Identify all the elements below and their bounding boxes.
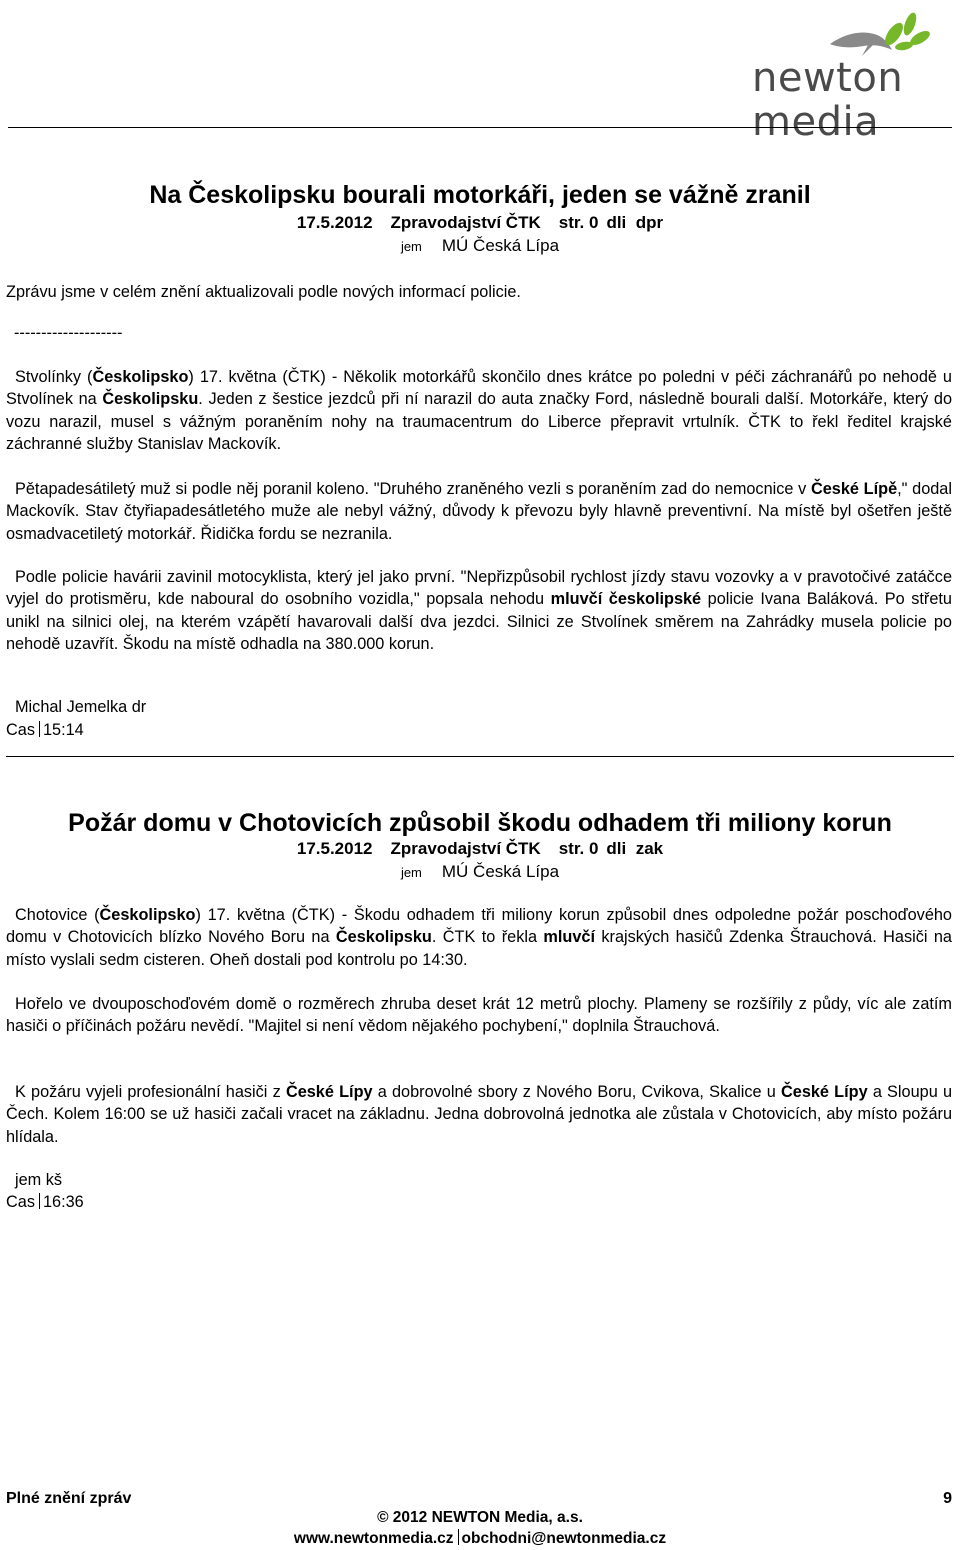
article-1-note: Zprávu jsme v celém znění aktualizovali podle nových informací policie. <box>6 283 521 301</box>
text-run: Pětapadesátiletý muž si podle něj poranil koleno. "Druhého zraněného vezli s poraněním zad do nemocnice v <box>15 480 811 498</box>
text-run: Podle policie havárii zavinil motocyklista, který jel jako první. "Nepřizpůsobil rychlost jízdy stavu vozovky a v pravotočivé zatáčce vyjel do protisměru, kde naboural do osobního vozidla," popsala nehodu <box>6 568 952 609</box>
article-1-time <box>6 719 84 741</box>
highlighted-term: Českolipsku <box>102 390 199 409</box>
article-2-region-label: jem <box>400 865 422 880</box>
highlighted-term: mluvčí českolipské <box>550 590 702 609</box>
separator-bar <box>458 1529 459 1545</box>
article-1-time-value: 15:14 <box>42 721 84 739</box>
article-1-separator: -------------------- <box>14 324 123 342</box>
text-run: Chotovice ( <box>15 906 100 924</box>
highlighted-term: České Lípě <box>810 480 898 498</box>
text-run: ) 17. května (ČTK) - Škodu odhadem tři miliony korun způsobil dnes odpoledne požár poschoďového domu v Chotovicích blízko Nového Boru na <box>6 906 952 947</box>
highlighted-term: Českolipsko <box>99 906 196 924</box>
newton-media-logo <box>752 4 952 145</box>
highlighted-term: mluvčí <box>543 928 596 947</box>
footer-contacts <box>0 1528 960 1550</box>
text-run: . Jeden z šestice jezdců při ní narazil do auta značky Ford, následně bourali další. Motorkáře, který do vozu narazil, musel s vážným poraněním nohy na traumacentrum do Liberce přepravit vrtulník. ČTK to řekl ředitel krajské záchranné služby Stanislav Mackovík. <box>6 390 952 453</box>
text-run: policie Ivana Baláková. Po střetu unikl na silnici olej, na kterém vzápětí havarovali další dva jezdci. Silnici ze Stvolínek směrem na Zahrádky musela policie po nehodě uzavřít. Škodu na místě odhadla na 380.000 korun. <box>6 590 952 653</box>
hummingbird-leaves-icon <box>822 4 932 62</box>
article-1-author: Michal Jemelka dr <box>15 698 147 716</box>
article-2-section: dli zak <box>606 839 664 858</box>
text-run: K požáru vyjeli profesionální hasiči z <box>15 1083 286 1101</box>
text-run: krajských hasičů Zdenka Štrauchová. Hasiči na místo vyslali sedm cisteren. Oheň dostali pod kontrolu po 14:30. <box>6 928 952 969</box>
footer-label: Plné znění zpráv <box>6 1490 132 1507</box>
article-1-meta <box>0 212 960 234</box>
text-run: ) 17. května (ČTK) - Několik motorkářů skončilo dnes krátce po poledni v péči záchranářů po nehodě u Stvolínek na <box>6 368 952 409</box>
footer-copyright: © 2012 NEWTON Media, a.s. <box>377 1509 583 1526</box>
article-1-region-name: MÚ Česká Lípa <box>441 236 560 255</box>
article-2-meta <box>0 838 960 860</box>
highlighted-term: Českolipsko <box>92 368 189 386</box>
article-divider <box>6 756 954 757</box>
highlighted-term: České Lípy <box>285 1083 373 1101</box>
article-2-time-value: 16:36 <box>42 1193 84 1211</box>
article-2-source: Zpravodajství ČTK <box>390 839 541 858</box>
article-1-paragraph-3 <box>6 566 952 655</box>
article-2-region-name: MÚ Česká Lípa <box>441 862 560 881</box>
text-run: Hořelo ve dvouposchoďovém domě o rozměrech zhruba deset krát 12 metrů plochy. Plameny se rozšířily z půdy, víc ale zatím hasiči o příčinách požáru nevědí. "Majitel si není vědom nějakého pochybení," doplnila Štrauchová. <box>6 995 952 1036</box>
highlighted-term: Českolipsku <box>335 928 432 947</box>
email-link[interactable]: obchodni@newtonmedia.cz <box>461 1530 667 1547</box>
header-divider <box>8 127 952 128</box>
text-run: Stvolínky ( <box>15 368 93 386</box>
article-1-source: Zpravodajství ČTK <box>390 213 541 232</box>
website-link[interactable]: www.newtonmedia.cz <box>293 1530 454 1547</box>
article-2-title: Požár domu v Chotovicích způsobil škodu odhadem tři miliony korun <box>68 809 892 837</box>
article-2-author: jem kš <box>15 1171 63 1189</box>
article-1-section: dli dpr <box>606 213 664 232</box>
article-2-time-label: Cas <box>6 1193 35 1211</box>
article-2-time <box>6 1191 84 1213</box>
highlighted-term: České Lípy <box>781 1083 868 1101</box>
article-1-paragraph-2 <box>6 478 952 545</box>
article-1-title: Na Českolipsku bourali motorkáři, jeden se vážně zranil <box>149 181 811 209</box>
text-run: ," dodal Mackovík. Stav čtyřiapadesátletého muže ale nebyl vážný, důvody k převozu byly hlavně preventivní. Na místě byl ošetřen ještě osmadvacetiletý motorkář. Řidička fordu se nezranila. <box>6 480 952 543</box>
article-2-paragraph-2 <box>6 993 952 1038</box>
article-2-date: 17.5.2012 <box>296 839 373 858</box>
article-1-region <box>0 235 960 258</box>
article-2-paragraph-3 <box>6 1081 952 1148</box>
text-run: a dobrovolné sbory z Nového Boru, Cvikova, Skalice u <box>372 1083 781 1101</box>
logo-wordmark: newton media <box>752 55 904 145</box>
article-1-region-label: jem <box>400 239 422 254</box>
article-1-time-label: Cas <box>6 721 35 739</box>
article-2-region <box>0 861 960 884</box>
separator-bar <box>39 1193 40 1209</box>
page-number: 9 <box>943 1490 952 1507</box>
article-2-page: str. 0 <box>558 839 599 858</box>
separator-bar <box>39 721 40 737</box>
text-run: a Sloupu u Čech. Kolem 16:00 se už hasiči začali vracet na základnu. Jedna dobrovolná jednotka ale zůstala v Chotovicích, aby místo požáru hlídala. <box>6 1083 952 1146</box>
article-1-paragraph-1 <box>6 366 952 455</box>
article-2-paragraph-1 <box>6 904 952 971</box>
article-1-date: 17.5.2012 <box>296 213 373 232</box>
text-run: . ČTK to řekla <box>431 928 544 947</box>
article-1-page: str. 0 <box>558 213 599 232</box>
